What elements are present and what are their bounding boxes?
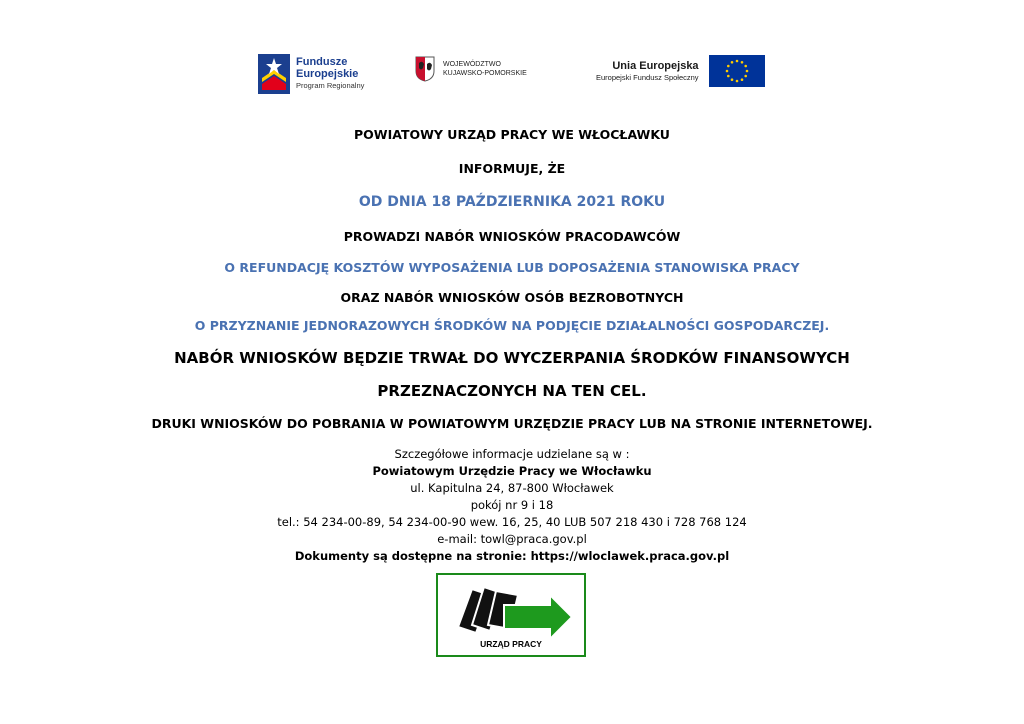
start-date-line: OD DNIA 18 PAŹDZIERNIKA 2021 ROKU — [358, 194, 666, 210]
forms-line: DRUKI WNIOSKÓW DO POBRANIA W POWIATOWYM URZĘDZIE PRACY LUB NA STRONIE INTERNETOWEJ. — [151, 416, 873, 431]
duration-line-1: NABÓR WNIOSKÓW BĘDZIE TRWAŁ DO WYCZERPANIA ŚRODKÓW FINANSOWYCH — [174, 349, 850, 367]
eu-flag-icon — [709, 55, 765, 87]
details-phones: tel.: 54 234-00-89, 54 234-00-90 wew. 16, 25, 40 LUB 507 218 430 i 728 768 124 — [277, 515, 747, 529]
informs-line: INFORMUJE, ŻE — [458, 161, 566, 176]
contact-details — [0, 446, 1024, 565]
unemployed-recruitment-line: ORAZ NABÓR WNIOSKÓW OSÓB BEZROBOTNYCH — [340, 290, 684, 305]
details-office: Powiatowym Urzędzie Pracy we Włocławku — [372, 464, 652, 478]
refund-line: O REFUNDACJĘ KOSZTÓW WYPOSAŻENIA LUB DOPOSAŻENIA STANOWISKA PRACY — [224, 260, 800, 275]
duration-line-2: PRZEZNACZONYCH NA TEN CEL. — [377, 382, 647, 400]
fe-line1: Fundusze — [296, 56, 348, 68]
details-intro: Szczegółowe informacje udzielane są w : — [394, 447, 630, 461]
employers-recruitment-line: PROWADZI NABÓR WNIOSKÓW PRACODAWCÓW — [343, 229, 681, 244]
coat-of-arms-icon — [415, 56, 435, 82]
details-address: ul. Kapitulna 24, 87-800 Włocławek — [410, 481, 614, 495]
fe-line2: Europejskie — [296, 68, 359, 80]
woj-line2: KUJAWSKO-POMORSKIE — [443, 70, 527, 77]
urzad-pracy-arrow-icon — [438, 575, 584, 637]
ue-line2: Europejski Fundusz Społeczny — [596, 72, 699, 82]
fundusze-europejskie-star-icon — [258, 54, 290, 94]
details-email[interactable]: e-mail: towl@praca.gov.pl — [437, 532, 587, 546]
office-title: POWIATOWY URZĄD PRACY WE WŁOCŁAWKU — [354, 127, 670, 142]
urzad-pracy-logo — [436, 573, 586, 657]
fundusze-europejskie-logo — [258, 52, 364, 96]
woj-line1: WOJEWÓDZTWO — [443, 61, 501, 68]
wojewodztwo-logo — [415, 56, 527, 82]
details-rooms: pokój nr 9 i 18 — [470, 498, 554, 512]
details-documents-link[interactable]: Dokumenty są dostępne na stronie: https://wloclawek.praca.gov.pl — [294, 549, 730, 563]
grant-line: O PRZYZNANIE JEDNORAZOWYCH ŚRODKÓW NA PODJĘCIE DZIAŁALNOŚCI GOSPODARCZEJ. — [194, 318, 830, 333]
fe-line3: Program Regionalny — [296, 81, 365, 90]
ue-line1: Unia Europejska — [612, 59, 699, 72]
unia-europejska-logo — [596, 55, 765, 87]
logo-strip — [258, 50, 766, 98]
urzad-pracy-label: URZĄD PRACY — [480, 639, 542, 649]
